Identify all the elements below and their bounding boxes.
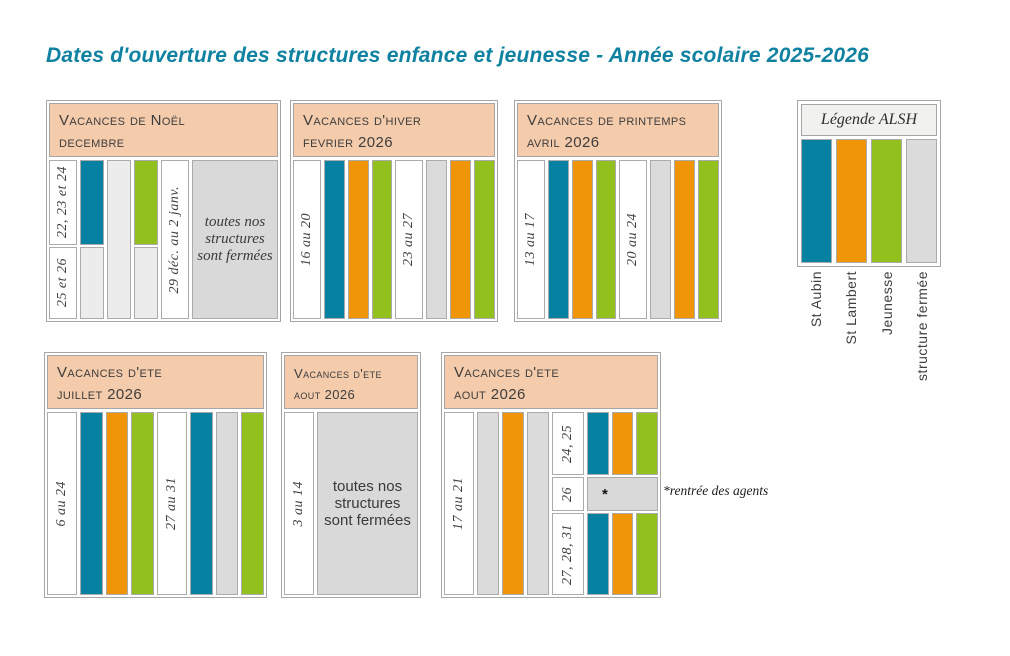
aout-row-27-28-31: [552, 513, 658, 595]
noel-closed-notice: toutes nos structures sont fermées: [192, 160, 278, 319]
aout-row-24-25: [552, 412, 658, 475]
bar-st-lambert-open: [450, 160, 471, 319]
period-label: 17 au 21: [451, 477, 466, 530]
panel-aout-body: [444, 412, 658, 595]
panel-juillet-subtitle: juillet 2026: [57, 386, 143, 403]
panel-aout-subtitle: aout 2026: [454, 386, 526, 403]
period-label-cell: [161, 160, 189, 319]
bar-st-lambert-open: [612, 513, 634, 595]
period-label-cell: [552, 412, 584, 475]
legend: [797, 100, 941, 267]
panel-vacances-noel: [46, 100, 281, 322]
legend-label-slot: [836, 271, 868, 403]
aout-row-26: [552, 477, 658, 511]
period-label-cell: [49, 247, 77, 319]
panel-printemps-subtitle: avril 2026: [527, 134, 600, 151]
bar-st-lambert-closed: [216, 412, 239, 595]
period-label-cell: [552, 513, 584, 595]
bar-st-aubin-open: [587, 513, 609, 595]
bar-st-lambert-closed: [107, 160, 131, 319]
period-label-cell: [552, 477, 584, 511]
panel-noel-subtitle: decembre: [59, 134, 125, 151]
bar-st-aubin-open: [324, 160, 345, 319]
panel-hiver-subtitle: fevrier 2026: [303, 134, 394, 151]
bar-st-lambert-open: [674, 160, 695, 319]
bar-jeunesse-open: [131, 412, 154, 595]
bar-st-lambert-open: [612, 412, 634, 475]
panel-vacances-ete-aout-ferme: [281, 352, 421, 598]
period-label-cell: [293, 160, 321, 319]
bar-st-aubin-closed: [80, 247, 104, 319]
bar-jeunesse-open: [698, 160, 719, 319]
period-label-cell: [444, 412, 474, 595]
bar-st-aubin-open: [587, 412, 609, 475]
panel-juillet-body: [47, 412, 264, 595]
bar-jeunesse-open: [636, 513, 658, 595]
period-label: 27 au 31: [164, 477, 180, 530]
period-label-cell: [49, 160, 77, 245]
panel-aout-ferme-subtitle: aout 2026: [294, 387, 356, 402]
period-label: 26: [560, 486, 575, 502]
aout-closed-notice: toutes nos structures sont fermées: [317, 412, 418, 595]
noel-jeunesse-column: [134, 160, 158, 319]
period-label-cell: [395, 160, 423, 319]
period-label: 25 et 26: [55, 258, 70, 308]
bar-jeunesse-open: [596, 160, 617, 319]
legend-bar-structure-fermee: [906, 139, 937, 263]
panel-aout-header: [444, 355, 658, 409]
aout-right-rows: [552, 412, 658, 595]
legend-labels: [800, 271, 938, 403]
bar-st-aubin-open: [548, 160, 569, 319]
legend-label-jeunesse: Jeunesse: [878, 271, 895, 335]
period-label-cell: [619, 160, 647, 319]
period-label-cell: [284, 412, 314, 595]
period-label: 29 déc. au 2 janv.: [167, 185, 182, 294]
legend-bar-jeunesse: [871, 139, 902, 263]
legend-bar-st-aubin: [801, 139, 832, 263]
panel-hiver-title: Vacances d'hiver: [303, 112, 422, 129]
panel-juillet-header: [47, 355, 264, 409]
bar-jeunesse-open: [372, 160, 393, 319]
panel-aout-title: Vacances d'ete: [454, 364, 560, 381]
bar-st-aubin-closed: [477, 412, 499, 595]
legend-label-slot: [907, 271, 939, 403]
legend-label-st-lambert: St Lambert: [843, 271, 860, 345]
bar-st-aubin-closed: [650, 160, 671, 319]
legend-label-structure-fermee: structure fermée: [914, 271, 931, 381]
rentree-agents-annotation: *rentrée des agents: [663, 483, 769, 498]
panel-noel-header: [49, 103, 278, 157]
legend-title: Légende ALSH: [801, 104, 937, 136]
panel-aout-ferme-title: Vacances d'ete: [294, 366, 382, 381]
legend-label-slot: [800, 271, 832, 403]
panel-vacances-printemps: [514, 100, 722, 322]
panel-vacances-ete-aout: [441, 352, 661, 598]
bar-jeunesse-open: [134, 160, 158, 245]
panel-aout-ferme-header: [284, 355, 418, 409]
bar-st-lambert-open: [502, 412, 524, 595]
bar-st-aubin-closed: [426, 160, 447, 319]
period-label: 6 au 24: [54, 480, 69, 527]
bar-st-lambert-open: [572, 160, 593, 319]
period-label-cell: [157, 412, 187, 595]
noel-st-lambert-column: [107, 160, 131, 319]
panel-juillet-title: Vacances d'ete: [57, 364, 163, 381]
panel-noel-body: [49, 160, 278, 319]
bar-jeunesse-closed: [527, 412, 549, 595]
period-label: 16 au 20: [299, 213, 314, 266]
legend-bars: [801, 139, 937, 263]
rentree-agents-cell: *: [587, 477, 658, 511]
legend-bar-st-lambert: [836, 139, 867, 263]
period-label: 24, 25: [560, 424, 575, 463]
bar-jeunesse-closed: [134, 247, 158, 319]
panel-aout-ferme-body: [284, 412, 418, 595]
bar-st-aubin-open: [80, 412, 103, 595]
panel-vacances-hiver: [290, 100, 498, 322]
legend-label-st-aubin: St Aubin: [807, 271, 824, 328]
period-label: 3 au 14: [291, 480, 306, 527]
period-label: 20 au 24: [625, 213, 641, 266]
period-label-cell: [517, 160, 545, 319]
panel-printemps-body: [517, 160, 719, 319]
panel-hiver-header: [293, 103, 495, 157]
panel-hiver-body: [293, 160, 495, 319]
period-label: 23 au 27: [401, 213, 417, 266]
bar-st-lambert-open: [106, 412, 129, 595]
panel-printemps-header: [517, 103, 719, 157]
bar-jeunesse-open: [241, 412, 264, 595]
bar-jeunesse-open: [474, 160, 495, 319]
noel-period-labels-column: [49, 160, 77, 319]
legend-label-slot: [871, 271, 903, 403]
panel-vacances-ete-juillet: [44, 352, 267, 598]
noel-st-aubin-column: [80, 160, 104, 319]
panel-noel-title: Vacances de Noël: [59, 112, 186, 129]
bar-st-lambert-open: [348, 160, 369, 319]
page-title: Dates d'ouverture des structures enfance et jeunesse - Année scolaire 2025-2026: [46, 44, 870, 67]
period-label: 22, 23 et 24: [55, 166, 70, 239]
noel-period2-label-column: [161, 160, 189, 319]
period-label: 27, 28, 31: [560, 523, 575, 585]
period-label-cell: [47, 412, 77, 595]
bar-jeunesse-open: [636, 412, 658, 475]
bar-st-aubin-open: [80, 160, 104, 245]
bar-st-aubin-open: [190, 412, 213, 595]
panel-printemps-title: Vacances de printemps: [527, 112, 687, 129]
period-label: 13 au 17: [523, 213, 538, 266]
